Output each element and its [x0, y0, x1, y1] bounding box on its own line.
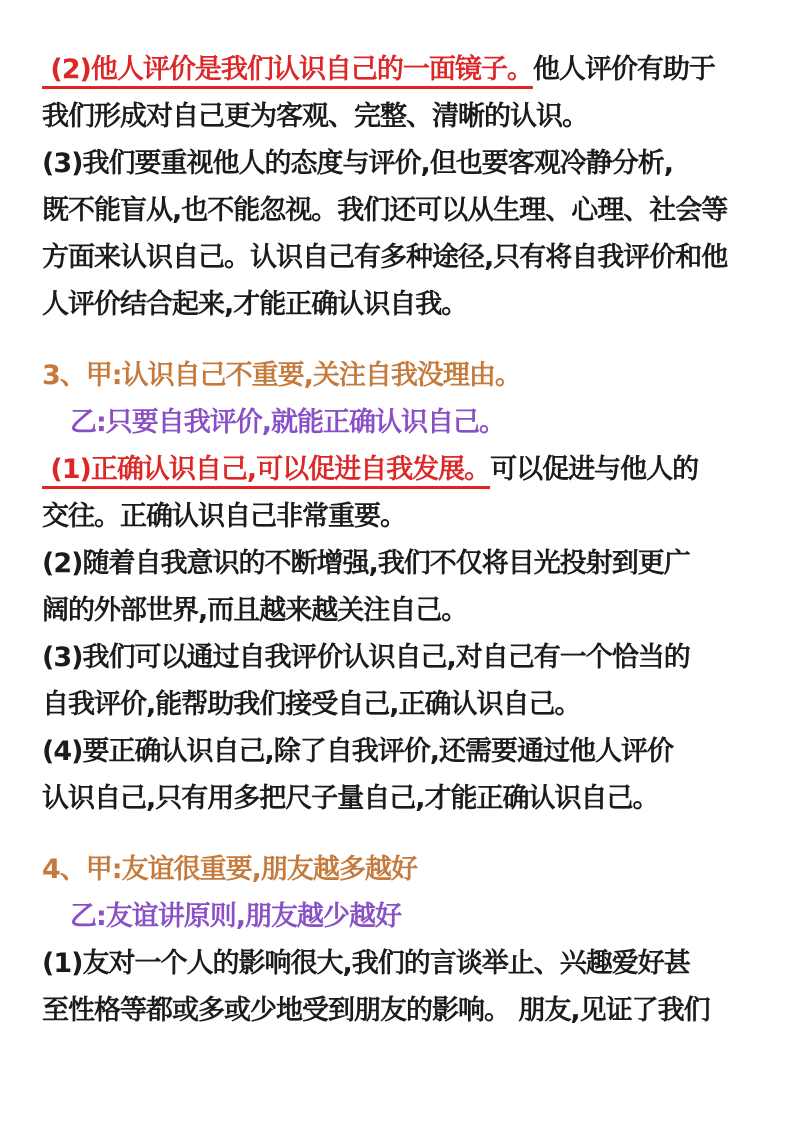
red-underlined-highlight: (1)正确认识自己,可以促进自我发展。 — [42, 454, 491, 485]
speaker-b-heading: 乙:友谊讲原则,朋友越少越好 — [70, 901, 402, 932]
body-text: (4)要正确认识自己,除了自我评价,还需要通过他人评价 — [42, 736, 673, 767]
speaker-b-heading: 乙:只要自我评价,就能正确认识自己。 — [70, 407, 506, 438]
paragraph-spacer — [42, 328, 753, 352]
body-text: 认识自己,只有用多把尺子量自己,才能正确认识自己。 — [42, 783, 659, 814]
speaker-a-heading: 4、甲:友谊很重要,朋友越多越好 — [42, 854, 417, 885]
text-line — [42, 140, 753, 187]
body-text: 自我评价,能帮助我们接受自己,正确认识自己。 — [42, 689, 581, 720]
speaker-a-heading: 3、甲:认识自己不重要,关注自我没理由。 — [42, 360, 521, 391]
body-text: 阔的外部世界,而且越来越关注自己。 — [42, 595, 468, 626]
text-line — [42, 775, 753, 822]
text-line — [42, 634, 753, 681]
text-line — [42, 540, 753, 587]
text-line — [42, 187, 753, 234]
text-line — [42, 46, 753, 93]
text-line — [42, 446, 753, 493]
text-line — [42, 681, 753, 728]
red-underlined-highlight: (2)他人评价是我们认识自己的一面镜子。 — [42, 54, 533, 85]
body-text: 方面来认识自己。认识自己有多种途径,只有将自我评价和他 — [42, 242, 728, 273]
text-line — [42, 399, 753, 446]
body-text: (1)友对一个人的影响很大,我们的言谈举止、兴趣爱好甚 — [42, 948, 690, 979]
paragraph-spacer — [42, 822, 753, 846]
body-text: (3)我们要重视他人的态度与评价,但也要客观冷静分析, — [42, 148, 673, 179]
text-line — [42, 893, 753, 940]
body-text: 我们形成对自己更为客观、完整、清晰的认识。 — [42, 101, 588, 132]
text-line — [42, 234, 753, 281]
text-line — [42, 728, 753, 775]
document-body — [42, 46, 753, 1034]
body-text: 可以促进与他人的 — [490, 454, 699, 485]
body-text: (2)随着自我意识的不断增强,我们不仅将目光投射到更广 — [42, 548, 690, 579]
body-text: 至性格等都或多或少地受到朋友的影响。 朋友,见证了我们 — [42, 995, 710, 1026]
text-line — [42, 587, 753, 634]
body-text: 人评价结合起来,才能正确认识自我。 — [42, 289, 468, 320]
text-line — [42, 352, 753, 399]
body-text: (3)我们可以通过自我评价认识自己,对自己有一个恰当的 — [42, 642, 690, 673]
text-line — [42, 940, 753, 987]
text-line — [42, 493, 753, 540]
body-text: 既不能盲从,也不能忽视。我们还可以从生理、心理、社会等 — [42, 195, 728, 226]
body-text: 他人评价有助于 — [532, 54, 715, 85]
text-line — [42, 846, 753, 893]
body-text: 交往。正确认识自己非常重要。 — [42, 501, 406, 532]
text-line — [42, 93, 753, 140]
text-line — [42, 987, 753, 1034]
text-line — [42, 281, 753, 328]
